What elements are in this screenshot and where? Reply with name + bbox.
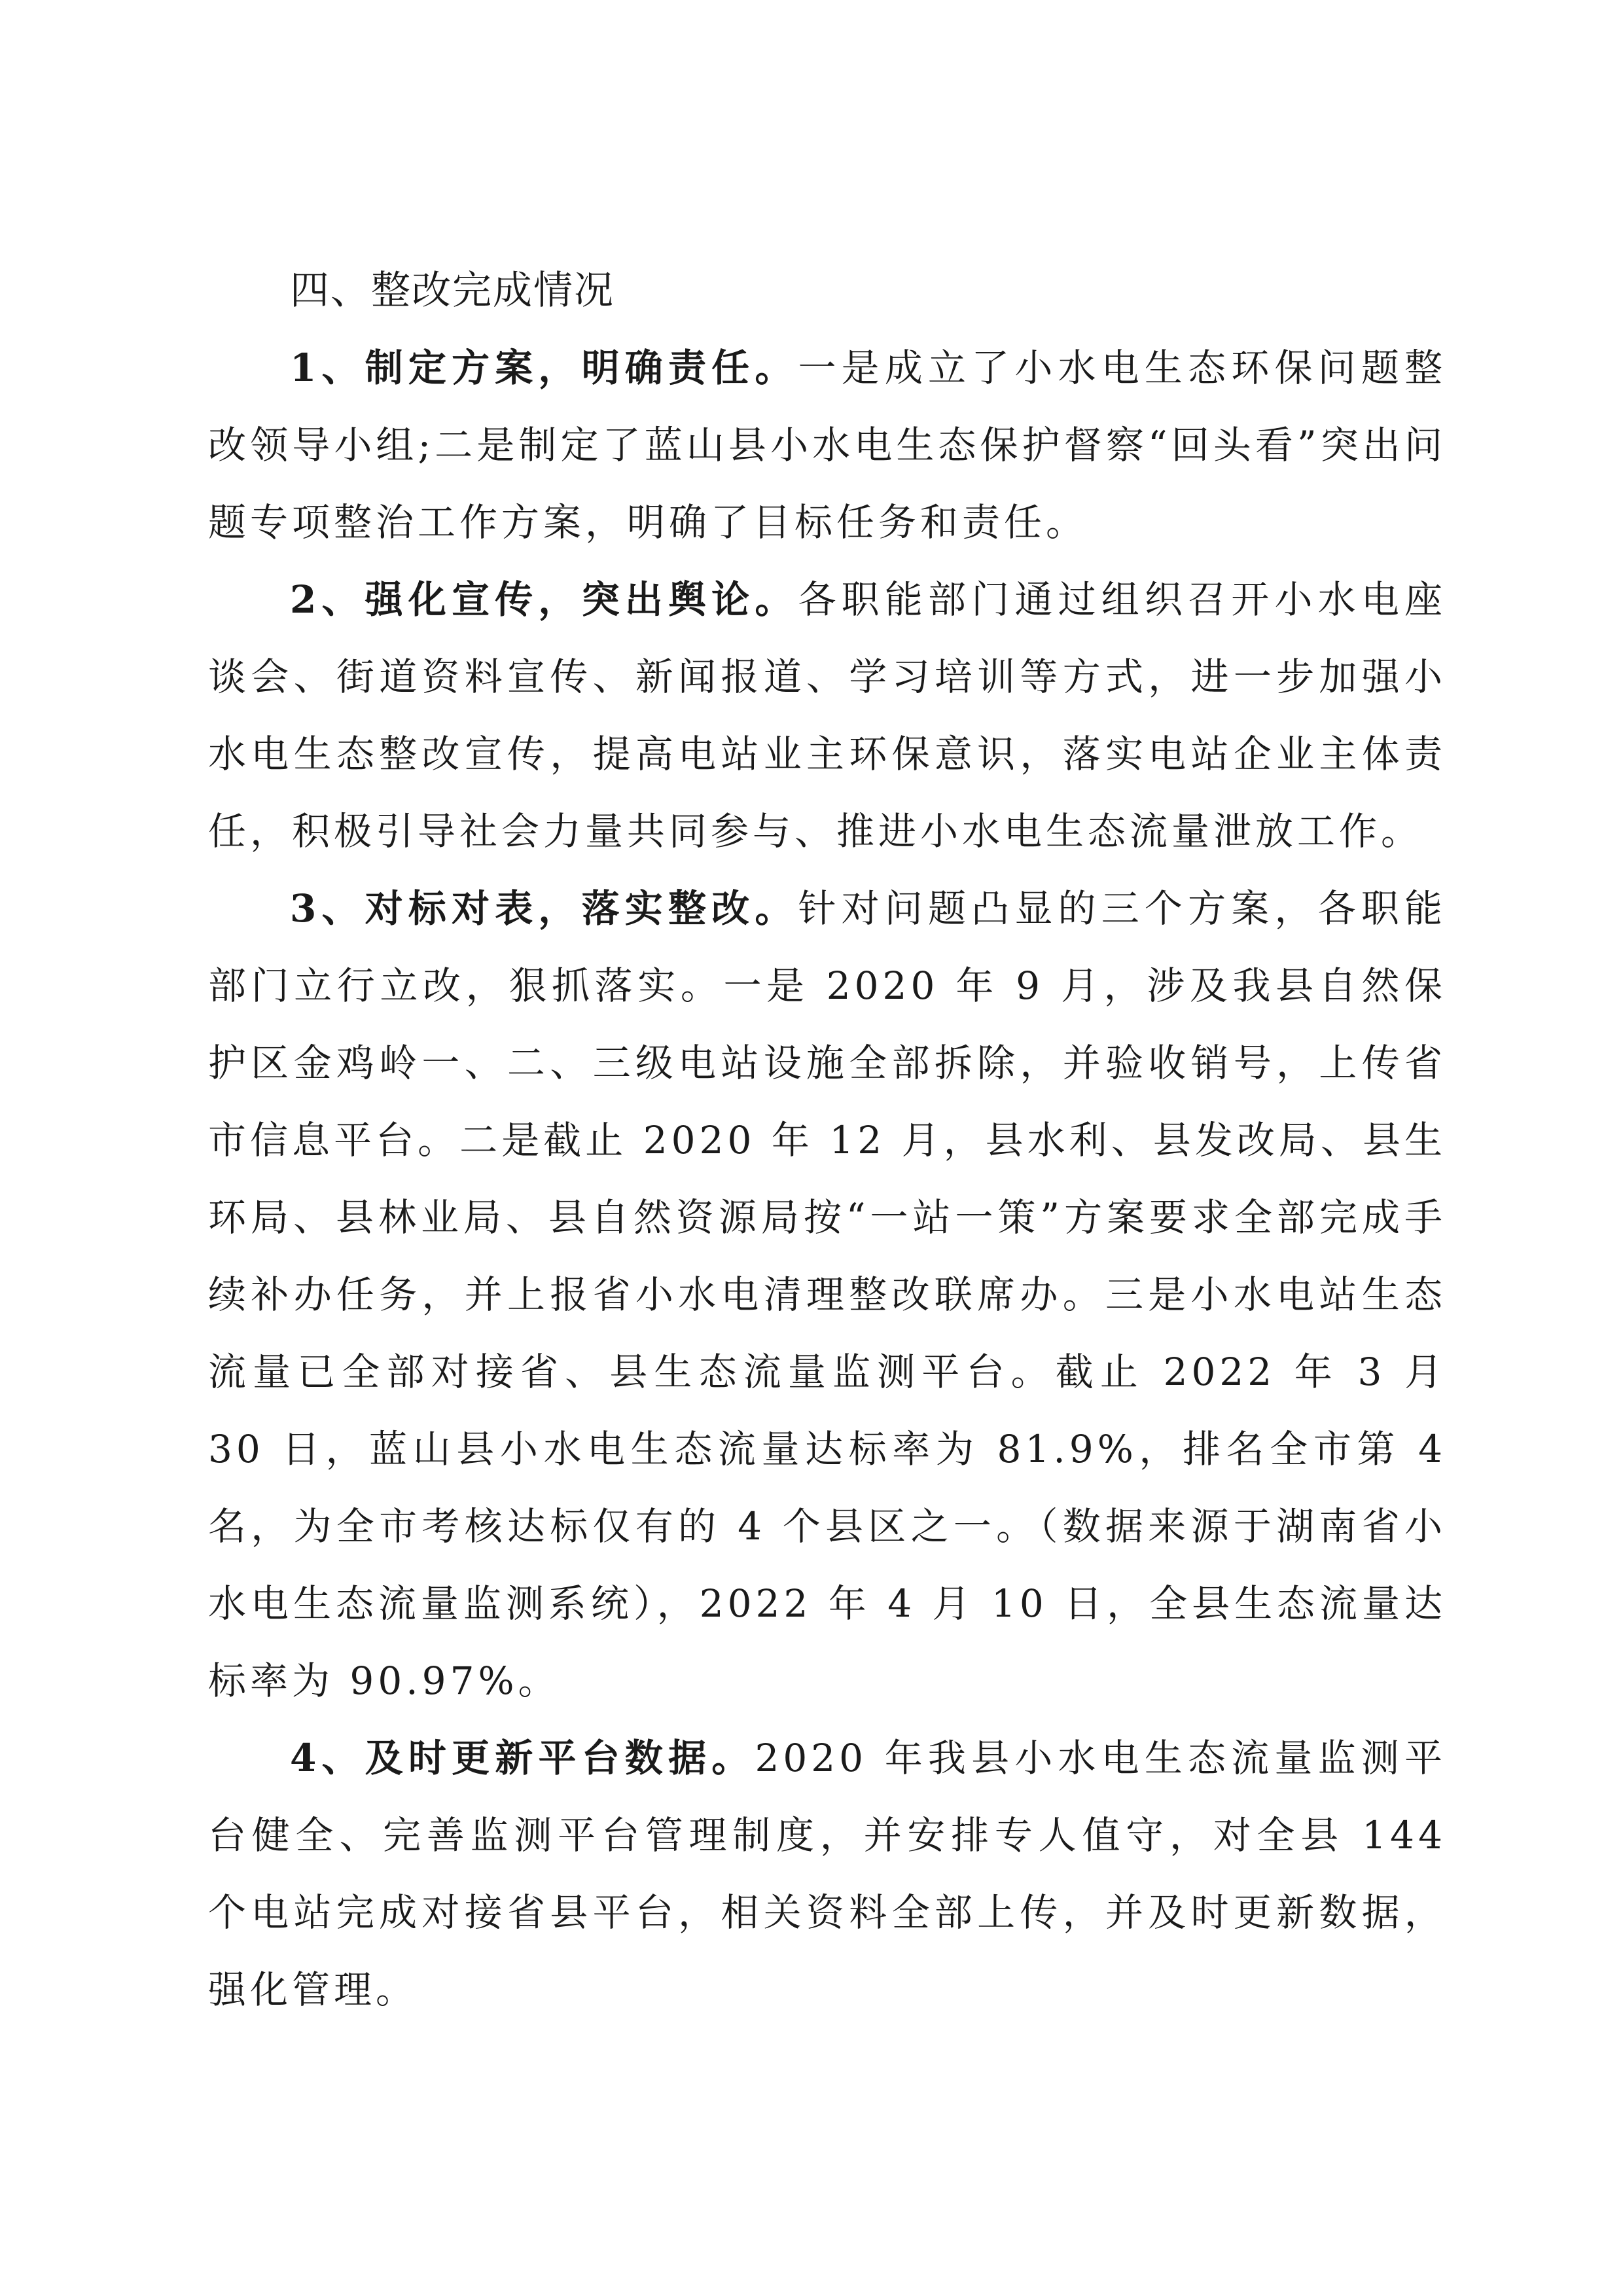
paragraph-3-lead: 3、对标对表，落实整改。 xyxy=(290,886,798,931)
paragraph-1-body: 一是成立了小水电生态环保问题整改领导小组;二是制定了蓝山县小水电生态保护督察“回头看”突出问题专项整治工作方案，明确了目标任务和责任。 xyxy=(208,346,1446,545)
section-heading: 四、整改完成情况 xyxy=(290,268,615,314)
paragraph-2 xyxy=(208,561,1446,870)
paragraph-4 xyxy=(208,1719,1446,2028)
paragraph-1 xyxy=(208,329,1446,561)
paragraph-2-lead: 2、强化宣传，突出舆论。 xyxy=(290,577,798,622)
document-body xyxy=(208,252,1446,2028)
paragraph-4-body: 2020 年我县小水电生态流量监测平台健全、完善监测平台管理制度，并安排专人值守，对全县 144 个电站完成对接省县平台，相关资料全部上传，并及时更新数据，强化管理。 xyxy=(208,1736,1447,2012)
paragraph-3-body: 针对问题凸显的三个方案，各职能部门立行立改，狠抓落实。一是 2020 年 9 月，涉及我县自然保护区金鸡岭一、二、三级电站设施全部拆除，并验收销号，上传省市信息平台。二是截止 2020 年 12 月，县水利、县发改局、县生环局、县林业局、县自然资源局按“一站一策”方案要求全部完成手续补办任务，并上报省小水电清理整改联席办。三是小水电站生态流量已全部对接省、县生态流量监测平台。截止 2022 年 3 月 30 日，蓝山县小水电生态流量达标率为 81.9%，排名全市第 4 名，为全市考核达标仅有的 4 个县区之一。（数据来源于湖南省小水电生态流量监测系统），2022 年 4 月 10 日，全县生态流量达标率为 90.97%。 xyxy=(208,886,1446,1703)
paragraph-1-lead: 1、制定方案，明确责任。 xyxy=(290,346,798,390)
paragraph-4-lead: 4、及时更新平台数据。 xyxy=(290,1736,755,1780)
paragraph-3 xyxy=(208,870,1446,1719)
paragraph-2-body: 各职能部门通过组织召开小水电座谈会、街道资料宣传、新闻报道、学习培训等方式，进一步加强小水电生态整改宣传，提高电站业主环保意识，落实电站企业主体责任，积极引导社会力量共同参与、推进小水电生态流量泄放工作。 xyxy=(208,577,1446,853)
